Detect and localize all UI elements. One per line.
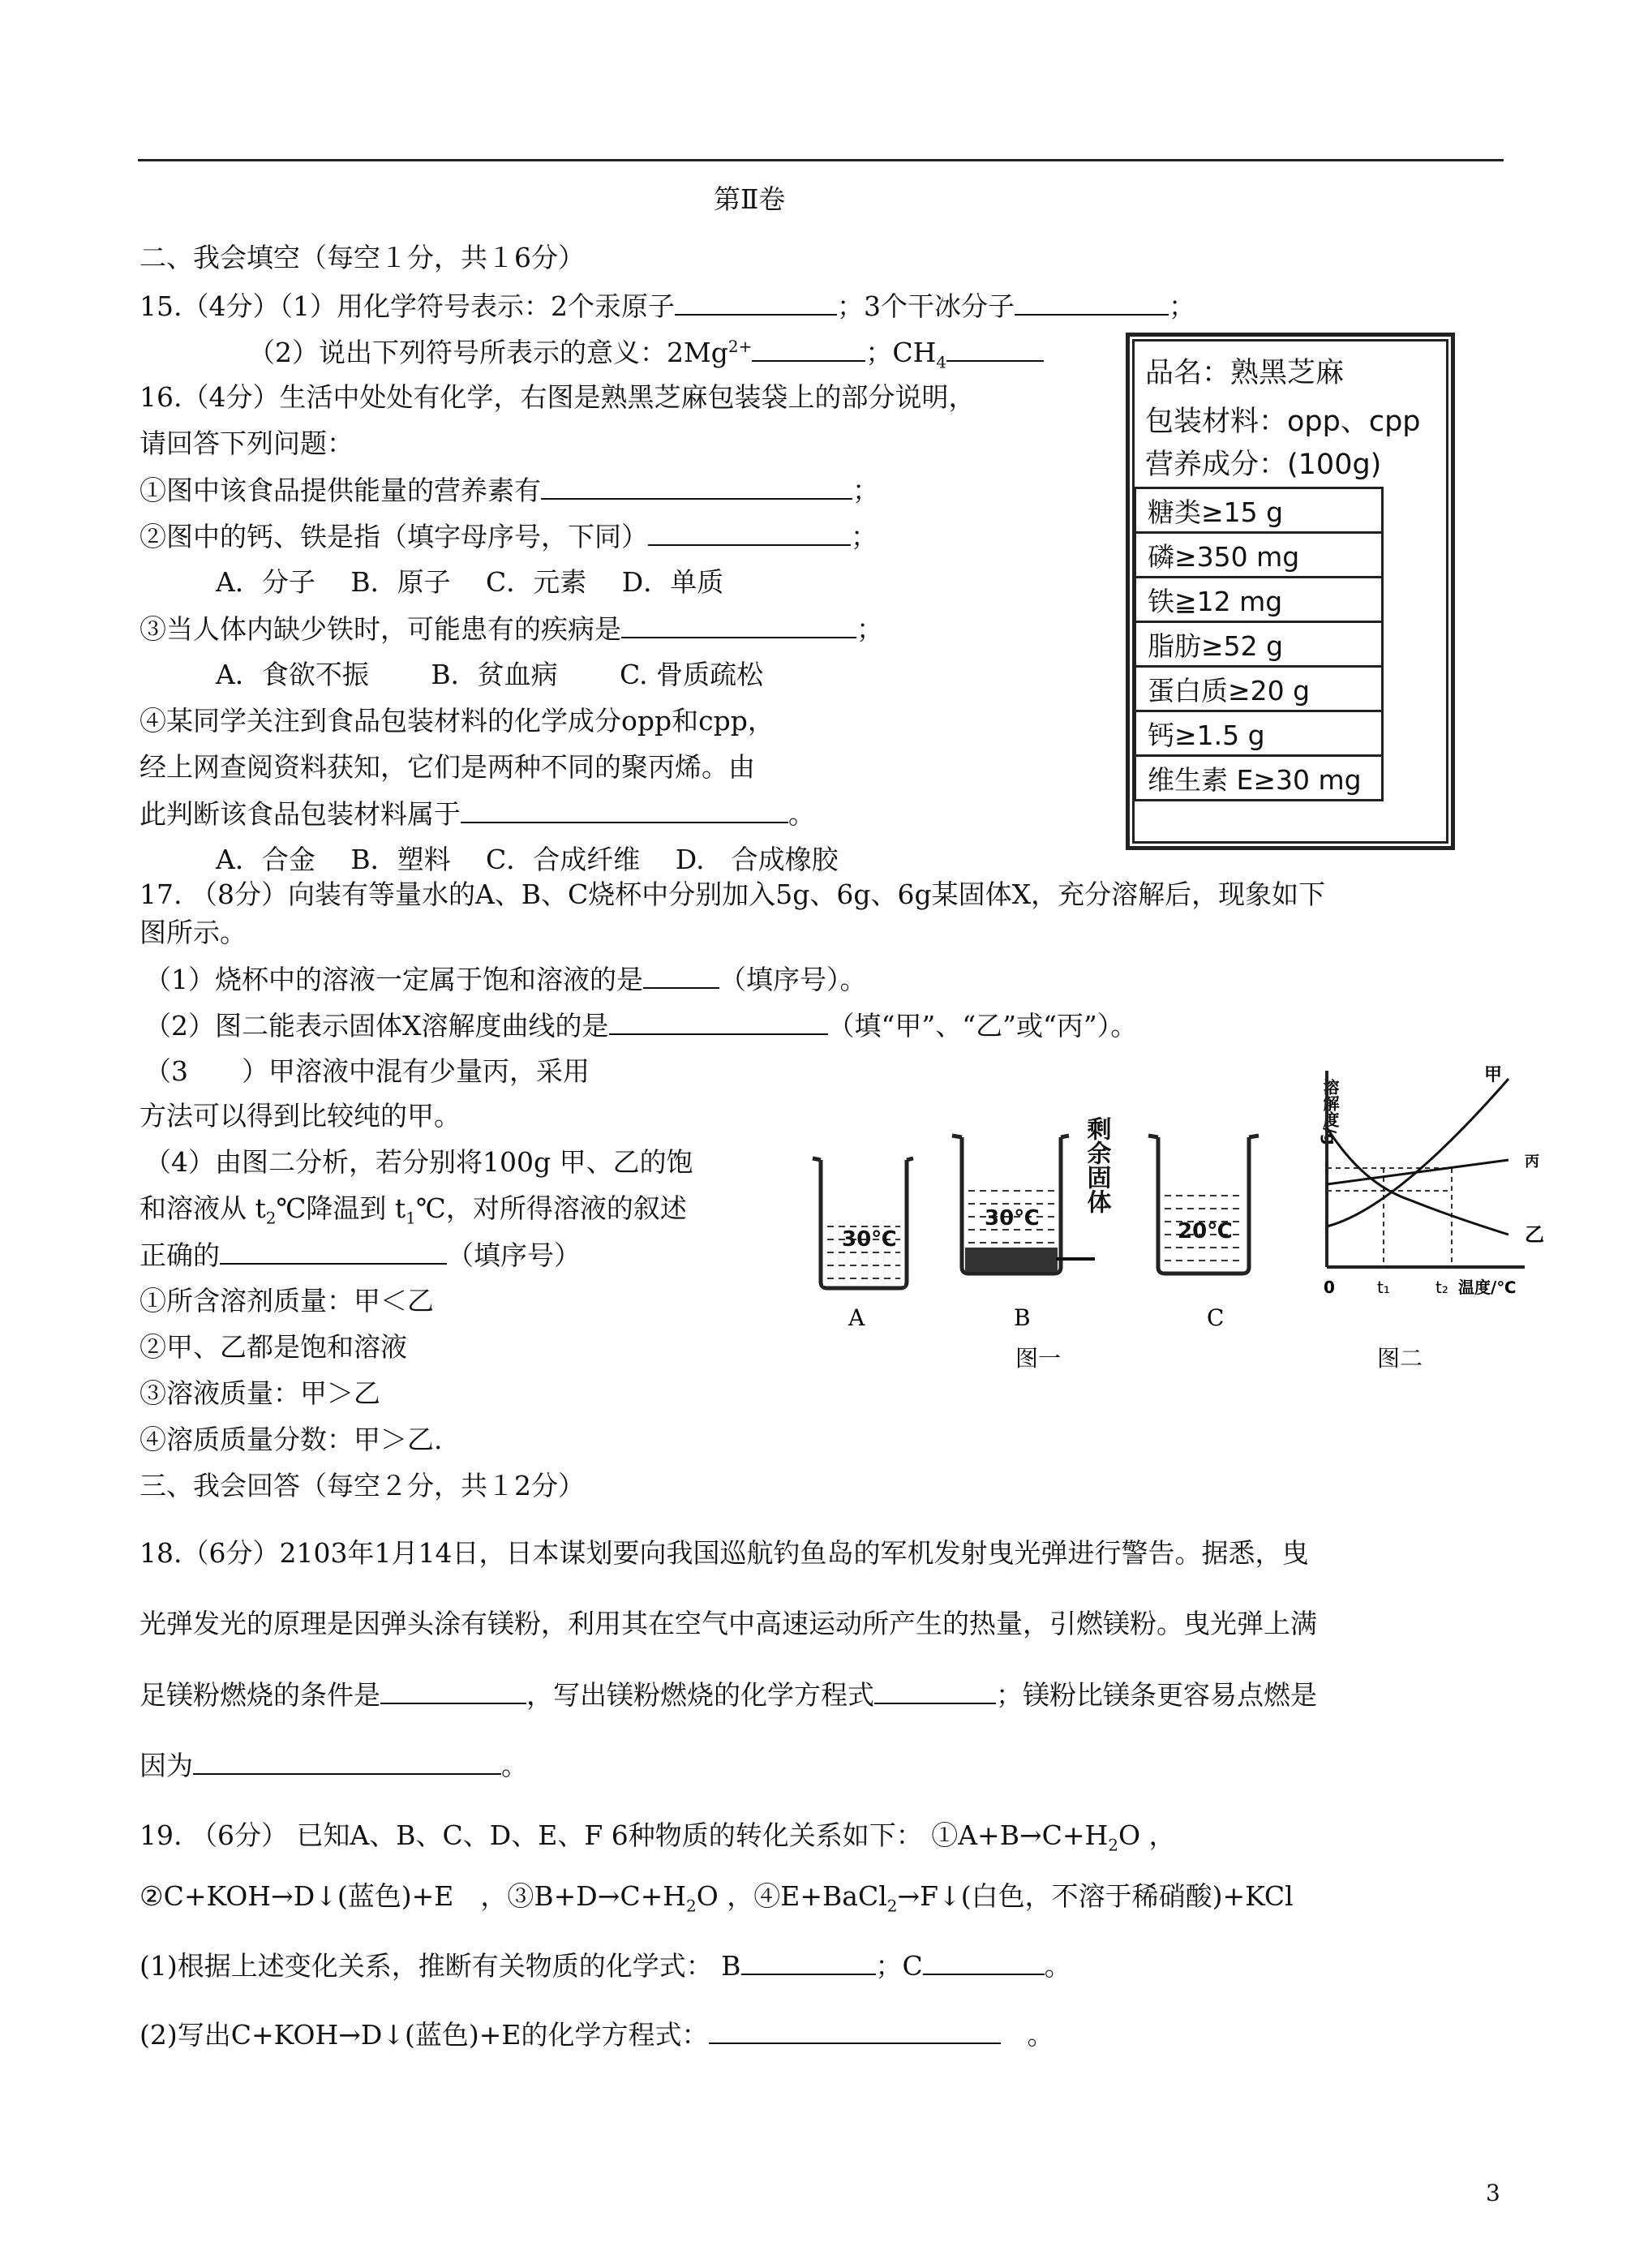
q17-option-2: ②甲、乙都是饱和溶液 — [139, 1331, 407, 1363]
figure-2-caption: 图二 — [1377, 1345, 1423, 1372]
x-origin-label: 0 — [1324, 1278, 1335, 1297]
q17-s1: （1）烧杯中的溶液一定属于饱和溶液的是 （填序号）。 — [144, 964, 867, 995]
q16-s4-line1: ④某同学关注到食品包装材料的化学成分opp和cpp， — [139, 705, 775, 737]
q16-s3: ③当人体内缺少铁时，可能患有的疾病是 ； — [139, 613, 883, 645]
q16-blank-2[interactable] — [648, 520, 851, 546]
figure-1-beakers — [795, 1046, 1606, 1387]
top-rule — [138, 159, 1504, 161]
q17-s4-line3: 正确的 （填序号） — [139, 1239, 581, 1271]
beaker-c — [1148, 1136, 1259, 1274]
q18-blank-2[interactable] — [874, 1678, 996, 1704]
q15-blank-4[interactable] — [946, 336, 1044, 362]
section-title: 第Ⅱ卷 — [714, 183, 786, 215]
q17-s3-line2: 方法可以得到比较纯的甲。 — [139, 1100, 461, 1132]
q17-s4-line1: （4）由图二分析，若分别将100g 甲、乙的饱 — [144, 1146, 693, 1178]
food-label-nutrition: 营养成分：(100g) — [1145, 449, 1382, 481]
q17-line1: 17. （8分）向装有等量水的A、B、C烧杯中分别加入5g、6g、6g某固体X，充分溶解后，现象如下 — [139, 878, 1326, 910]
q16-s2-options: A．分子 B．原子 C．元素 D．单质 — [216, 566, 724, 598]
q17-option-4: ④溶质质量分数：甲＞乙. — [139, 1424, 443, 1455]
beaker-a — [813, 1158, 913, 1288]
q16-blank-4[interactable] — [461, 797, 788, 823]
q15-line1: 15.（4分）（1）用化学符号表示：2个汞原子 ；3个干冰分子 ； — [139, 290, 1195, 322]
q15-line2: （2）说出下列符号所表示的意义：$2Mg^{2+}$ ；$CH_4$ — [248, 336, 1044, 369]
beaker-label-a: A — [848, 1304, 865, 1331]
figures-area — [795, 1046, 1606, 1387]
nutrition-row: 磷≥350 mg — [1135, 533, 1383, 578]
beaker-label-c: C — [1207, 1304, 1225, 1331]
nutrition-row: 蛋白质≥20 g — [1135, 667, 1383, 711]
q17-blank-2[interactable] — [609, 1009, 828, 1035]
series-label-jia: 甲 — [1484, 1065, 1503, 1085]
q16-line2: 请回答下列问题： — [139, 427, 354, 459]
q16-s3-options: A．食欲不振 B．贫血病 C. 骨质疏松 — [216, 659, 764, 690]
nutrition-row: 铁≧12 mg — [1135, 578, 1383, 622]
q18-blank-1[interactable] — [380, 1678, 526, 1704]
q17-s2: （2）图二能表示固体X溶解度曲线的是 （填“甲”、“乙”或“丙”）。 — [144, 1010, 1138, 1042]
q16-s2: ②图中的钙、铁是指（填字母序号，下同） ； — [139, 521, 878, 552]
q17-s3-line1: （3 ）甲溶液中混有少量丙，采用 — [144, 1055, 590, 1087]
x-axis-label: 温度/℃ — [1458, 1278, 1517, 1297]
figure-2-solubility-chart — [1320, 1065, 1544, 1297]
nutrition-row: 维生素 E≥30 mg — [1135, 756, 1383, 801]
q17-blank-3[interactable] — [220, 1239, 447, 1265]
part2-heading: 二、我会填空（每空１分，共１6分） — [139, 242, 585, 273]
q15-blank-2[interactable] — [1015, 290, 1169, 316]
q18-line2: 光弹发光的原理是因弹头涂有镁粉，利用其在空气中高速运动所产生的热量，引燃镁粉。曳光弹上满 — [139, 1608, 1317, 1639]
q16-s4-line2: 经上网查阅资料获知，它们是两种不同的聚丙烯。由 — [139, 751, 755, 783]
q16-s1: ①图中该食品提供能量的营养素有 ； — [139, 475, 879, 506]
q15-blank-1[interactable] — [675, 290, 837, 316]
q16-blank-1[interactable] — [541, 474, 852, 500]
beaker-a-temp: 30℃ — [842, 1227, 897, 1252]
q17-option-3: ③溶液质量：甲＞乙 — [139, 1377, 380, 1409]
q17-s4-line2: 和溶液从 $t_2℃$降温到 $t_1℃$，对所得溶液的叙述 — [139, 1192, 687, 1228]
series-label-yi: 乙 — [1525, 1223, 1544, 1246]
q17-line2: 图所示。 — [139, 917, 247, 948]
q19-line2: ②C+KOH→D↓(蓝色)+E ，$③B+D\to C+H_2O$ ，④E+BaCl$_2$→F↓(白色，不溶于稀硝酸)+KCl — [139, 1880, 1294, 1916]
q18-line1: 18.（6分）2103年1月14日，日本谋划要向我国巡航钓鱼岛的军机发射曳光弹进行警告。据悉，曳 — [139, 1537, 1309, 1569]
beaker-c-temp: 20℃ — [1178, 1219, 1233, 1244]
q18-line4: 因为 。 — [139, 1750, 528, 1781]
q19-line3: (1)根据上述变化关系，推断有关物质的化学式： B ；C 。 — [139, 1950, 1071, 1982]
nutrition-row: 钙≥1.5 g — [1135, 711, 1383, 756]
q17-blank-1[interactable] — [643, 963, 719, 989]
nutrition-row: 糖类≥15 g — [1135, 488, 1383, 533]
beaker-b-temp: 30℃ — [985, 1206, 1040, 1231]
food-label-name: 品名：熟黑芝麻 — [1145, 357, 1345, 389]
residue-label: 剩余固体 — [1082, 1116, 1111, 1213]
x-tick-t2: t₂ — [1435, 1278, 1448, 1297]
q15-blank-3[interactable] — [752, 336, 865, 362]
x-tick-t1: t₁ — [1377, 1278, 1390, 1297]
beaker-b — [952, 1136, 1095, 1274]
nutrition-table — [1134, 487, 1384, 801]
q19-blank-2[interactable] — [923, 1949, 1045, 1975]
q18-line3: 足镁粉燃烧的条件是 ，写出镁粉燃烧的化学方程式 ；镁粉比镁条更容易点燃是 — [139, 1679, 1317, 1711]
q18-blank-3[interactable] — [193, 1749, 501, 1775]
q19-blank-1[interactable] — [741, 1949, 876, 1975]
q17-option-1: ①所含溶剂质量：甲＜乙 — [139, 1285, 434, 1317]
figure-1-caption: 图一 — [1015, 1345, 1062, 1372]
page-number: 3 — [1486, 2180, 1500, 2206]
q19-blank-3[interactable] — [709, 2018, 1001, 2044]
part3-heading: 三、我会回答（每空２分，共１2分） — [139, 1470, 585, 1501]
q19-line1: 19. （6分） 已知A、B、C、D、E、F 6种物质的转化关系如下： $①A+B\to C+H_2O$ ， — [139, 1819, 1176, 1855]
q16-line1: 16.（4分）生活中处处有化学，右图是熟黑芝麻包装袋上的部分说明， — [139, 381, 976, 413]
beaker-label-b: B — [1014, 1304, 1031, 1331]
series-label-bing: 丙 — [1525, 1153, 1539, 1171]
q16-s4-line3: 此判断该食品包装材料属于 。 — [139, 798, 815, 830]
q16-s4-options: A．合金 B．塑料 C．合成纤维 D. 合成橡胶 — [216, 844, 839, 875]
y-axis-label: 溶解度/g — [1320, 1079, 1340, 1145]
nutrition-row: 脂肪≥52 g — [1135, 622, 1383, 667]
q19-line4: (2)写出C+KOH→D↓(蓝色)+E的化学方程式： 。 — [139, 2019, 1054, 2051]
food-label-material: 包装材料：opp、cpp — [1145, 406, 1421, 438]
q16-blank-3[interactable] — [621, 612, 856, 638]
